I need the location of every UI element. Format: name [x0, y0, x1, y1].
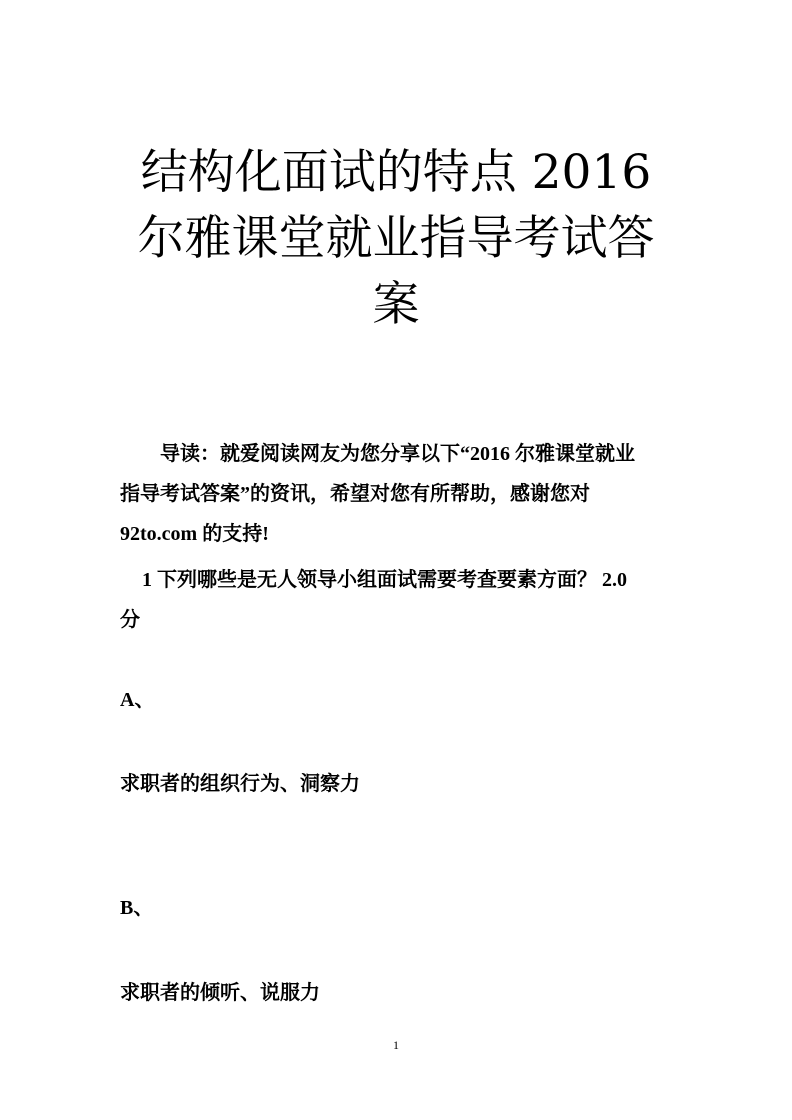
page-number: 1 [393, 1038, 399, 1052]
title-line: 尔雅课堂就业指导考试答 [137, 211, 655, 266]
title-line: 结构化面试的特点 2016 [140, 145, 652, 200]
question-line: 1 下列哪些是无人领导小组面试需要考查要素方面？ 2.0 [142, 569, 627, 591]
question-text [120, 560, 680, 640]
intro-line: 指导考试答案”的资讯，希望对您有所帮助，感谢您对 [120, 483, 590, 505]
intro-paragraph [120, 434, 680, 554]
option-b-text: 求职者的倾听、说服力 [120, 982, 320, 1004]
question-line: 分 [120, 609, 140, 631]
option-a-label: A、 [120, 689, 155, 711]
title-line: 案 [372, 277, 420, 332]
intro-line: 导读：就爱阅读网友为您分享以下“2016 尔雅课堂就业 [160, 443, 635, 465]
intro-line: 92to.com 的支持! [120, 523, 269, 545]
option-b-label: B、 [120, 897, 154, 919]
document-title [100, 140, 692, 338]
option-a-text: 求职者的组织行为、洞察力 [120, 773, 360, 795]
